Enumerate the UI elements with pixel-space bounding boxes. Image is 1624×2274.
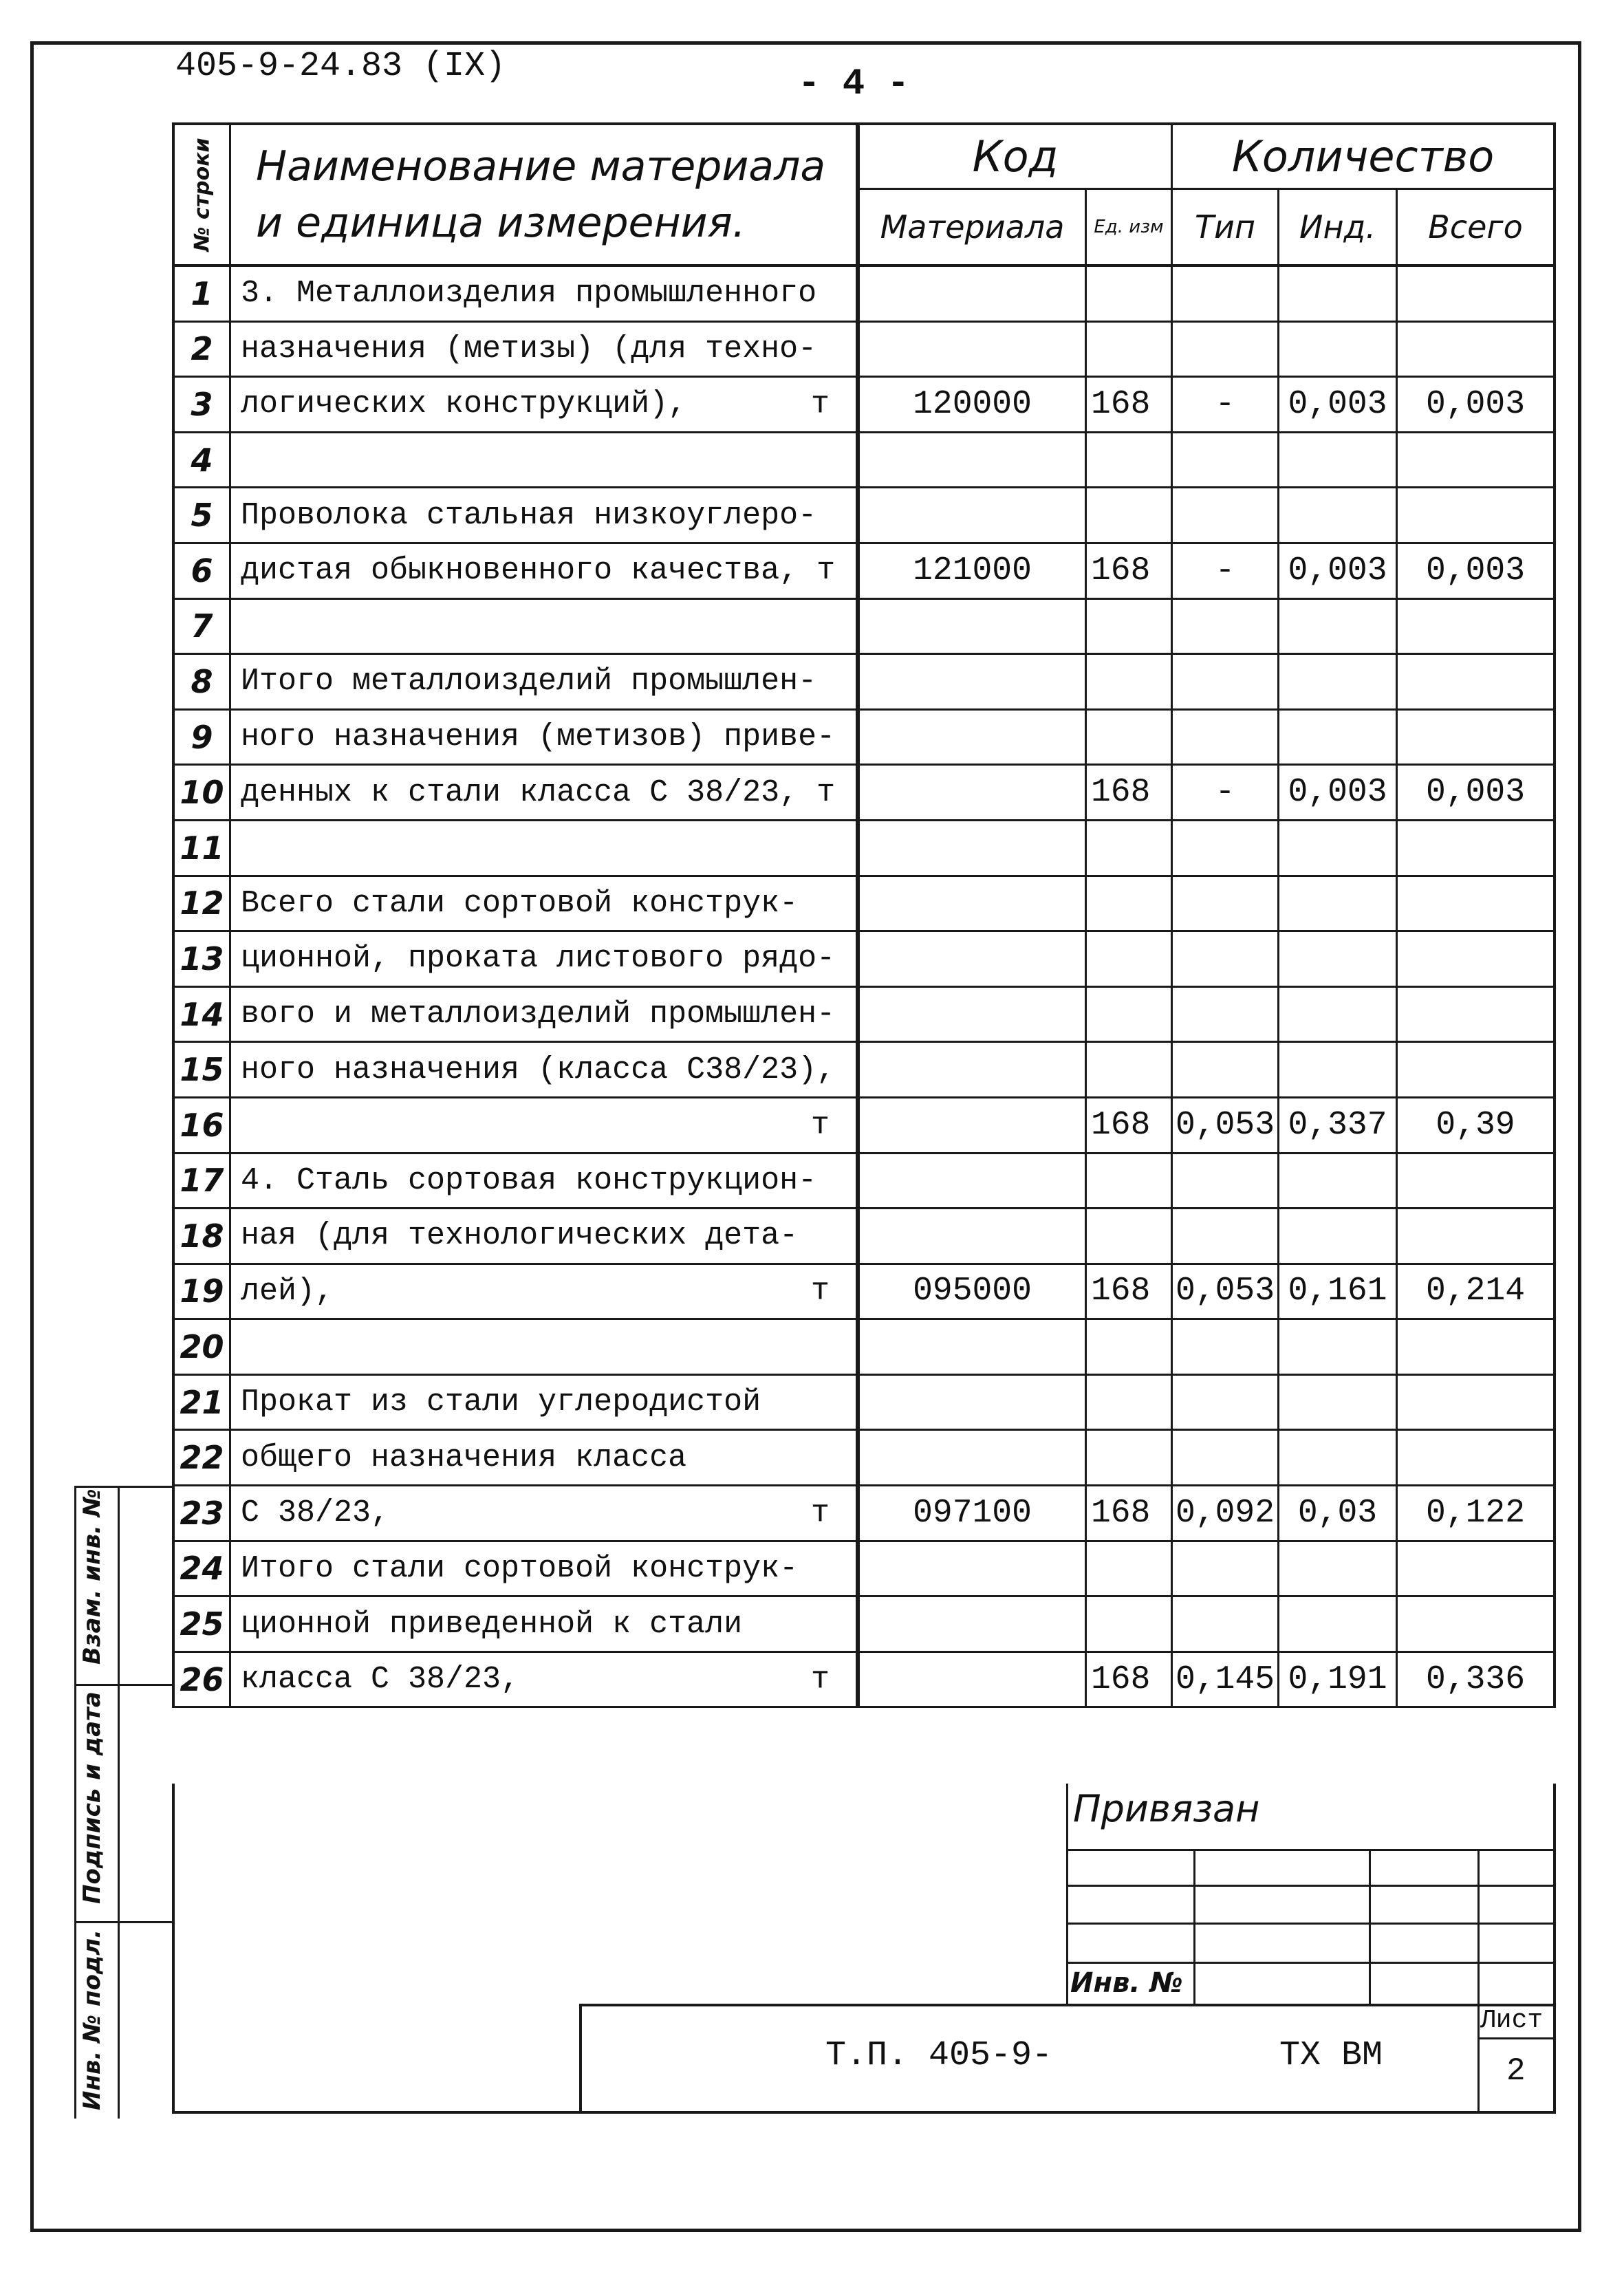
typ-qty-cell [1173, 600, 1279, 656]
table-row [172, 600, 1556, 656]
header-name-line2: и единица измерения. [256, 199, 746, 247]
table-row [172, 1542, 1556, 1598]
row-number-cell: 6 [172, 544, 231, 600]
ind-qty-cell [1279, 932, 1398, 988]
typ-qty-cell [1173, 932, 1279, 988]
ind-qty-cell: 0,337 [1279, 1098, 1398, 1154]
material-code-cell [860, 1653, 1087, 1709]
ind-qty-cell: 0,003 [1279, 544, 1398, 600]
description-cell: Проволока стальная низкоуглеро- [231, 488, 860, 544]
header-qty-group [1173, 125, 1556, 267]
total-qty-cell [1398, 1320, 1556, 1376]
typ-qty-cell: 0,092 [1173, 1486, 1279, 1542]
unit-code-cell [1087, 1597, 1173, 1653]
material-code-cell [860, 988, 1087, 1043]
description-cell: лей), т [231, 1265, 860, 1321]
unit-symbol: т [810, 1107, 830, 1143]
description-cell [231, 1320, 860, 1376]
total-qty-cell [1398, 932, 1556, 988]
unit-code-cell [1087, 1320, 1173, 1376]
row-number-cell: 11 [172, 821, 231, 877]
row-number-cell: 21 [172, 1376, 231, 1431]
row-number-cell: 5 [172, 488, 231, 544]
unit-code-cell [1087, 1154, 1173, 1210]
ind-qty-cell [1279, 655, 1398, 711]
unit-code-cell [1087, 1376, 1173, 1431]
typ-qty-cell [1173, 1542, 1279, 1598]
title-doc-mark: ТХ ВМ [1279, 2036, 1383, 2075]
table-row [172, 655, 1556, 711]
ind-qty-cell [1279, 1320, 1398, 1376]
total-qty-cell: 0,122 [1398, 1486, 1556, 1542]
stamp-line [1477, 1849, 1480, 2004]
row-number-cell: 4 [172, 433, 231, 489]
table-row [172, 1376, 1556, 1431]
unit-code-cell: 168 [1087, 1098, 1173, 1154]
unit-code-cell [1087, 711, 1173, 766]
inventory-label: Инв. № [1070, 1967, 1183, 1999]
typ-qty-cell [1173, 1209, 1279, 1265]
header-code-group [860, 125, 1173, 267]
unit-code-cell: 168 [1087, 766, 1173, 821]
row-number-cell: 8 [172, 655, 231, 711]
table-row [172, 433, 1556, 489]
sheet-number: 2 [1506, 2053, 1526, 2089]
material-code-cell [860, 488, 1087, 544]
total-qty-cell [1398, 1597, 1556, 1653]
material-code-cell [860, 323, 1087, 378]
total-qty-cell: 0,336 [1398, 1653, 1556, 1709]
unit-code-cell [1087, 1431, 1173, 1486]
unit-code-cell [1087, 877, 1173, 933]
typ-qty-cell [1173, 1376, 1279, 1431]
total-qty-cell [1398, 1542, 1556, 1598]
unit-code-cell [1087, 323, 1173, 378]
table-row [172, 378, 1556, 433]
unit-code-cell [1087, 821, 1173, 877]
sheet-divider [1477, 2037, 1556, 2039]
unit-code-cell: 168 [1087, 378, 1173, 433]
total-qty-cell: 0,003 [1398, 766, 1556, 821]
material-code-cell: 121000 [860, 544, 1087, 600]
typ-qty-cell [1173, 988, 1279, 1043]
description-cell: назначения (метизы) (для техно- [231, 323, 860, 378]
description-cell: класса С 38/23, т [231, 1653, 860, 1709]
total-qty-cell [1398, 433, 1556, 489]
ind-qty-cell [1279, 877, 1398, 933]
table-row [172, 988, 1556, 1043]
typ-qty-cell [1173, 1320, 1279, 1376]
unit-code-cell [1087, 267, 1173, 323]
total-qty-cell: 0,214 [1398, 1265, 1556, 1321]
unit-symbol: т [810, 1662, 830, 1698]
unit-code-cell [1087, 655, 1173, 711]
material-code-cell [860, 877, 1087, 933]
row-number-cell: 10 [172, 766, 231, 821]
table-row [172, 1265, 1556, 1321]
header-total: Всего [1398, 190, 1556, 267]
material-code-cell [860, 932, 1087, 988]
ind-qty-cell: 0,161 [1279, 1265, 1398, 1321]
typ-qty-cell: 0,053 [1173, 1098, 1279, 1154]
stamp-line [1193, 1849, 1195, 2004]
total-qty-cell: 0,39 [1398, 1098, 1556, 1154]
description-cell: денных к стали класса С 38/23, т [231, 766, 860, 821]
total-qty-cell [1398, 1209, 1556, 1265]
header-unit: Ед. изм [1087, 190, 1173, 267]
typ-qty-cell [1173, 1043, 1279, 1098]
ind-qty-cell: 0,03 [1279, 1486, 1398, 1542]
ind-qty-cell [1279, 600, 1398, 656]
ind-qty-cell [1279, 433, 1398, 489]
total-qty-cell [1398, 1043, 1556, 1098]
description-cell: Итого металлоизделий промышлен- [231, 655, 860, 711]
header-typ: Тип [1173, 190, 1279, 267]
side-sign-date: Подпись и дата [78, 1691, 106, 1904]
row-number-cell: 12 [172, 877, 231, 933]
total-qty-cell: 0,003 [1398, 544, 1556, 600]
material-code-cell [860, 1597, 1087, 1653]
unit-code-cell [1087, 1043, 1173, 1098]
description-cell: Прокат из стали углеродистой [231, 1376, 860, 1431]
unit-code-cell: 168 [1087, 1486, 1173, 1542]
ind-qty-cell [1279, 711, 1398, 766]
ind-qty-cell: 0,003 [1279, 378, 1398, 433]
table-row [172, 1486, 1556, 1542]
table-row [172, 1653, 1556, 1709]
ind-qty-cell [1279, 1597, 1398, 1653]
unit-code-cell [1087, 1209, 1173, 1265]
total-qty-cell [1398, 988, 1556, 1043]
material-code-cell [860, 1209, 1087, 1265]
table-row [172, 1209, 1556, 1265]
title-block [579, 2004, 1556, 2114]
row-number-cell: 9 [172, 711, 231, 766]
row-number-cell: 23 [172, 1486, 231, 1542]
unit-code-cell [1087, 1542, 1173, 1598]
table-row [172, 267, 1556, 323]
typ-qty-cell: 0,145 [1173, 1653, 1279, 1709]
material-code-cell: 095000 [860, 1265, 1087, 1321]
row-number-cell: 18 [172, 1209, 231, 1265]
material-code-cell [860, 600, 1087, 656]
ind-qty-cell [1279, 1043, 1398, 1098]
ind-qty-cell [1279, 1154, 1398, 1210]
table-row [172, 766, 1556, 821]
unit-code-cell [1087, 433, 1173, 489]
bound-label: Привязан [1073, 1787, 1260, 1830]
ind-qty-cell [1279, 488, 1398, 544]
row-number-cell: 15 [172, 1043, 231, 1098]
ind-qty-cell [1279, 821, 1398, 877]
material-code-cell: 097100 [860, 1486, 1087, 1542]
sheet-label: Лист [1480, 2006, 1544, 2035]
typ-qty-cell [1173, 1597, 1279, 1653]
total-qty-cell [1398, 1376, 1556, 1431]
typ-qty-cell [1173, 655, 1279, 711]
header-row-number: № строки [172, 125, 231, 267]
typ-qty-cell [1173, 821, 1279, 877]
unit-symbol: т [810, 387, 830, 422]
material-code-cell [860, 766, 1087, 821]
ind-qty-cell: 0,191 [1279, 1653, 1398, 1709]
row-number-cell: 13 [172, 932, 231, 988]
unit-symbol: т [810, 1273, 830, 1309]
row-number-cell: 26 [172, 1653, 231, 1709]
row-number-cell: 22 [172, 1431, 231, 1486]
typ-qty-cell [1173, 877, 1279, 933]
typ-qty-cell [1173, 323, 1279, 378]
table-row [172, 1320, 1556, 1376]
material-code-cell [860, 1154, 1087, 1210]
total-qty-cell: 0,003 [1398, 378, 1556, 433]
table-row [172, 1154, 1556, 1210]
row-number-cell: 1 [172, 267, 231, 323]
side-replace-inv: Взам. инв. № [78, 1488, 106, 1665]
document-code: 405-9-24.83 (IX) [175, 47, 506, 86]
typ-qty-cell [1173, 1154, 1279, 1210]
description-cell [231, 600, 860, 656]
material-code-cell [860, 1542, 1087, 1598]
table-row [172, 711, 1556, 766]
header-ind: Инд. [1279, 190, 1398, 267]
row-number-cell: 20 [172, 1320, 231, 1376]
ind-qty-cell [1279, 1431, 1398, 1486]
description-cell: Всего стали сортовой конструк- [231, 877, 860, 933]
total-qty-cell [1398, 600, 1556, 656]
material-code-cell [860, 1376, 1087, 1431]
row-number-cell: 16 [172, 1098, 231, 1154]
row-number-cell: 19 [172, 1265, 231, 1321]
stamp-line [1066, 1962, 1556, 1964]
row-number-cell: 25 [172, 1597, 231, 1653]
total-qty-cell [1398, 1154, 1556, 1210]
unit-code-cell: 168 [1087, 544, 1173, 600]
description-cell: общего назначения класса [231, 1431, 860, 1486]
ind-qty-cell [1279, 1209, 1398, 1265]
description-cell: ного назначения (класса С38/23), [231, 1043, 860, 1098]
header-name [231, 125, 860, 267]
description-cell [231, 1098, 860, 1154]
description-cell: Итого стали сортовой конструк- [231, 1542, 860, 1598]
description-cell: вого и металлоизделий промышлен- [231, 988, 860, 1043]
ind-qty-cell [1279, 1542, 1398, 1598]
unit-code-cell [1087, 488, 1173, 544]
material-code-cell [860, 433, 1087, 489]
table-row [172, 932, 1556, 988]
ind-qty-cell [1279, 1376, 1398, 1431]
description-cell: ного назначения (метизов) приве- [231, 711, 860, 766]
header-quantity: Количество [1173, 125, 1556, 190]
table-row [172, 1098, 1556, 1154]
unit-code-cell: 168 [1087, 1265, 1173, 1321]
typ-qty-cell: - [1173, 544, 1279, 600]
header-name-line1: Наименование материала [256, 142, 826, 191]
ind-qty-cell [1279, 323, 1398, 378]
description-cell [231, 821, 860, 877]
typ-qty-cell: - [1173, 378, 1279, 433]
stamp-line [1066, 1849, 1556, 1851]
header-material: Материала [860, 190, 1087, 267]
table-row [172, 1431, 1556, 1486]
row-number-cell: 2 [172, 323, 231, 378]
material-code-cell [860, 1320, 1087, 1376]
typ-qty-cell: 0,053 [1173, 1265, 1279, 1321]
ind-qty-cell [1279, 267, 1398, 323]
page-number: - 4 - [798, 63, 910, 105]
table-row [172, 877, 1556, 933]
total-qty-cell [1398, 267, 1556, 323]
typ-qty-cell: - [1173, 766, 1279, 821]
ind-qty-cell: 0,003 [1279, 766, 1398, 821]
typ-qty-cell [1173, 1431, 1279, 1486]
row-number-cell: 17 [172, 1154, 231, 1210]
header-code: Код [860, 125, 1173, 190]
total-qty-cell [1398, 877, 1556, 933]
row-number-cell: 3 [172, 378, 231, 433]
typ-qty-cell [1173, 267, 1279, 323]
row-number-cell: 7 [172, 600, 231, 656]
ind-qty-cell [1279, 988, 1398, 1043]
stamp-line [1369, 1849, 1371, 2004]
material-code-cell: 120000 [860, 378, 1087, 433]
material-code-cell [860, 655, 1087, 711]
material-code-cell [860, 1098, 1087, 1154]
unit-code-cell: 168 [1087, 1653, 1173, 1709]
table-row [172, 323, 1556, 378]
total-qty-cell [1398, 711, 1556, 766]
table-row [172, 1597, 1556, 1653]
typ-qty-cell [1173, 433, 1279, 489]
stamp-line [1066, 1923, 1556, 1925]
material-code-cell [860, 1431, 1087, 1486]
typ-qty-cell [1173, 711, 1279, 766]
description-cell: С 38/23, т [231, 1486, 860, 1542]
side-inv-orig: Инв. № подл. [78, 1929, 106, 2110]
description-cell: ционной приведенной к стали [231, 1597, 860, 1653]
total-qty-cell [1398, 1431, 1556, 1486]
table-row [172, 1043, 1556, 1098]
table-row [172, 821, 1556, 877]
table-row [172, 544, 1556, 600]
description-cell: ционной, проката листового рядо- [231, 932, 860, 988]
material-code-cell [860, 711, 1087, 766]
description-cell: дистая обыкновенного качества, т [231, 544, 860, 600]
total-qty-cell [1398, 655, 1556, 711]
unit-code-cell [1087, 600, 1173, 656]
table-row [172, 488, 1556, 544]
row-number-cell: 24 [172, 1542, 231, 1598]
materials-table [172, 122, 1556, 1708]
title-doc-code: Т.П. 405-9- [825, 2036, 1053, 2075]
description-cell: 4. Сталь сортовая конструкцион- [231, 1154, 860, 1210]
table-header [172, 122, 1556, 267]
unit-symbol: т [810, 1495, 830, 1531]
description-cell [231, 433, 860, 489]
table-body [172, 267, 1556, 1708]
description-cell: 3. Металлоизделия промышленного [231, 267, 860, 323]
typ-qty-cell [1173, 488, 1279, 544]
unit-code-cell [1087, 988, 1173, 1043]
description-cell: логических конструкций), т [231, 378, 860, 433]
description-cell: ная (для технологических дета- [231, 1209, 860, 1265]
unit-code-cell [1087, 932, 1173, 988]
material-code-cell [860, 267, 1087, 323]
total-qty-cell [1398, 488, 1556, 544]
row-number-cell: 14 [172, 988, 231, 1043]
material-code-cell [860, 821, 1087, 877]
total-qty-cell [1398, 821, 1556, 877]
stamp-line [1066, 1885, 1556, 1887]
material-code-cell [860, 1043, 1087, 1098]
total-qty-cell [1398, 323, 1556, 378]
